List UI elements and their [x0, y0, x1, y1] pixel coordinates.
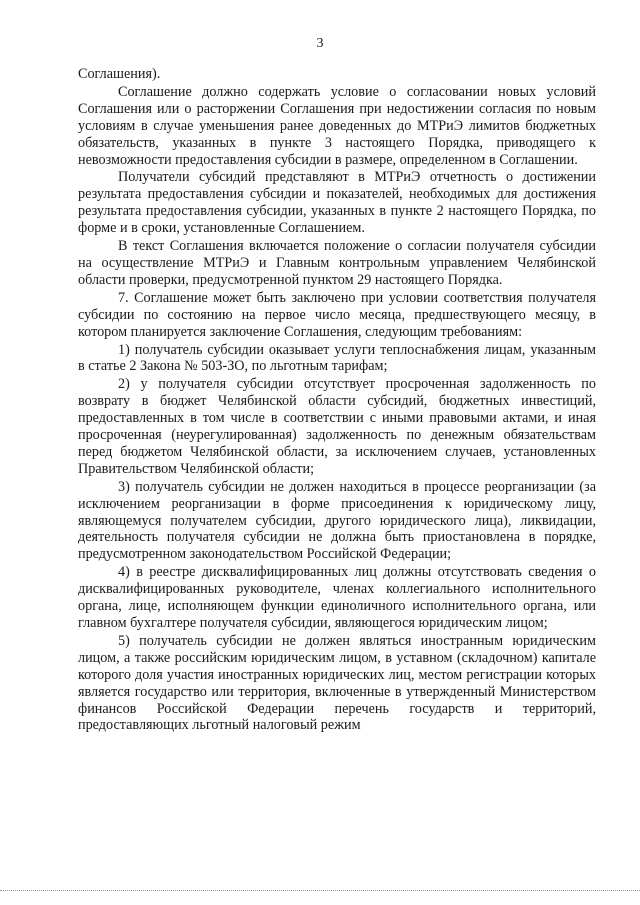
- paragraph-reporting: Получатели субсидий представляют в МТРиЭ отчетность о достижении результата предоставления субсидии и показателей, необходимых для достижения результата предоставления субсидии, указанных в пункте 2 настоящего Порядка, по форме и в сроки, установленные Соглашением.: [78, 169, 596, 237]
- paragraph-item-7: 7. Соглашение может быть заключено при условии соответствия получателя субсидии по состоянию на первое число месяца, предшествующего месяцу, в котором планируется заключение Соглашения, следующим требованиям:: [78, 289, 596, 340]
- paragraph-requirement-2: 2) у получателя субсидии отсутствует просроченная задолженность по возврату в бюджет Челябинской области субсидий, бюджетных инвестиций, предоставленных в том числе в соответствии с иными правовыми актами, и иная просроченная (неурегулированная) задолженность по денежным обязательствам перед бюджетом Челябинской области, за исключением случаев, установленных Правительством Челябинской области;: [78, 376, 596, 477]
- paragraph-requirement-4: 4) в реестре дисквалифицированных лиц должны отсутствовать сведения о дисквалифицированных руководителе, членах коллегиального исполнительного органа, лице, исполняющем функции единоличного исполнительного органа, или главном бухгалтере получателя субсидии, являющегося юридическим лицом;: [78, 564, 596, 631]
- document-body: [78, 66, 596, 734]
- paragraph-agreement-conditions: Соглашение должно содержать условие о согласовании новых условий Соглашения или о расторжении Соглашения при недостижении согласия по новым условиям в случае уменьшения ранее доведенных до МТРиЭ лимитов бюджетных обязательств, указанных в пункте 3 настоящего Порядка, приводящего к невозможности предоставления субсидии в размере, определенном в Соглашении.: [78, 83, 596, 168]
- paragraph-requirement-1: 1) получатель субсидии оказывает услуги теплоснабжения лицам, указанным в статье 2 Закона № 503-ЗО, по льготным тарифам;: [78, 341, 596, 375]
- paragraph-continuation: Соглашения).: [78, 66, 161, 82]
- paragraph-requirement-5: 5) получатель субсидии не должен являться иностранным юридическим лицом, а также российским юридическим лицом, в уставном (складочном) капитале которого доля участия иностранных юридических лиц, местом регистрации которых является государство или территория, включенные в утвержденный Министерством финансов Российской Федерации перечень государств и территорий, предоставляющих льготный налоговый режим: [78, 632, 596, 734]
- page-edge-line: [0, 890, 640, 891]
- page-number: 3: [316, 36, 324, 51]
- paragraph-requirement-3: 3) получатель субсидии не должен находиться в процессе реорганизации (за исключением реорганизации в форме присоединения к юридическому лицу, являющемуся получателем субсидии, другого юридического лица), ликвидации, деятельность получателя субсидии не должна быть приостановлена в порядке, предусмотренном законодательством Российской Федерации;: [78, 478, 596, 563]
- paragraph-audit-consent: В текст Соглашения включается положение о согласии получателя субсидии на осуществление МТРиЭ и Главным контрольным управлением Челябинской области проверки, предусмотренной пунктом 29 настоящего Порядка.: [78, 238, 596, 288]
